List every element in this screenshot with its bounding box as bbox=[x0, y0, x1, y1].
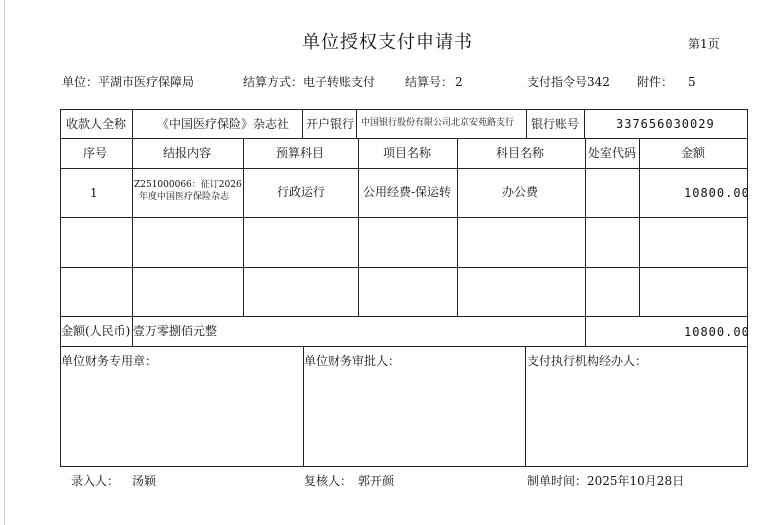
row-project: 公用经费-保运转 bbox=[363, 185, 452, 199]
table-border-right bbox=[747, 109, 748, 467]
page-number: 第1页 bbox=[688, 37, 720, 51]
payee-vline bbox=[302, 109, 303, 139]
column-vline bbox=[358, 138, 359, 317]
settle-method-value: 电子转账支付 bbox=[303, 75, 376, 89]
table-hline bbox=[60, 267, 748, 268]
column-header-dept-code: 处室代码 bbox=[588, 146, 637, 160]
column-header-amount: 金额 bbox=[681, 146, 706, 160]
payee-name-label: 收款人全称 bbox=[66, 117, 127, 131]
column-vline bbox=[132, 138, 133, 317]
settle-no-value: 2 bbox=[455, 75, 463, 89]
row-budget: 行政运行 bbox=[277, 185, 326, 199]
payee-vline bbox=[526, 109, 527, 139]
table-hline bbox=[60, 316, 748, 317]
reviewer-value: 郭开颜 bbox=[358, 474, 395, 488]
page-title: 单位授权支付申请书 bbox=[302, 32, 473, 53]
settle-no-label: 结算号： bbox=[405, 75, 454, 89]
signature-vline bbox=[525, 346, 526, 466]
payment-order-value: 342 bbox=[587, 75, 610, 89]
attachment-label: 附件： bbox=[637, 75, 674, 89]
settle-method-label: 结算方式： bbox=[243, 75, 304, 89]
payee-vline bbox=[132, 109, 133, 139]
executor-label: 支付执行机构经办人： bbox=[527, 354, 648, 368]
total-label: 金额(人民币) bbox=[61, 324, 131, 338]
date-value: 2025年10月28日 bbox=[587, 474, 685, 488]
table-hline bbox=[60, 168, 748, 169]
date-label: 制单时间： bbox=[527, 474, 588, 488]
total-in-words: 壹万零捌佰元整 bbox=[133, 324, 218, 338]
seal-label: 单位财务专用章： bbox=[61, 354, 158, 368]
column-header-project: 项目名称 bbox=[383, 146, 432, 160]
row-seq: 1 bbox=[90, 186, 98, 200]
row-amount: 10800.00 bbox=[684, 186, 750, 200]
entry-label: 录入人： bbox=[71, 474, 120, 488]
total-vline bbox=[585, 316, 586, 346]
entry-value: 汤颖 bbox=[132, 474, 157, 488]
table-border-left bbox=[60, 109, 61, 467]
column-header-budget: 预算科目 bbox=[276, 146, 325, 160]
payee-account-value: 337656030029 bbox=[616, 117, 715, 131]
table-border-bottom bbox=[60, 466, 748, 467]
payee-account-label: 银行账号 bbox=[531, 117, 580, 131]
unit-value: 平湖市医疗保障局 bbox=[98, 75, 195, 89]
page-edge bbox=[4, 0, 5, 525]
total-amount: 10800.00 bbox=[684, 325, 750, 339]
unit-label: 单位： bbox=[62, 75, 99, 89]
payee-bank-label: 开户银行 bbox=[306, 117, 355, 131]
column-vline bbox=[457, 138, 458, 317]
approver-label: 单位财务审批人： bbox=[304, 354, 401, 368]
attachment-value: 5 bbox=[688, 75, 696, 89]
column-vline bbox=[585, 138, 586, 317]
column-header-seq: 序号 bbox=[83, 146, 108, 160]
table-hline bbox=[60, 346, 748, 347]
reviewer-label: 复核人： bbox=[304, 474, 353, 488]
payee-vline bbox=[356, 109, 357, 139]
row-subject: 办公费 bbox=[502, 185, 539, 199]
column-header-content: 结报内容 bbox=[163, 146, 212, 160]
payee-name-value: 《中国医疗保险》杂志社 bbox=[157, 117, 290, 131]
row-content-line2: 年度中国医疗保险杂志 bbox=[139, 192, 230, 202]
payee-vline bbox=[584, 109, 585, 139]
table-border-top bbox=[60, 109, 748, 110]
table-hline bbox=[60, 217, 748, 218]
row-content-line1: Z251000066：征订2026 bbox=[134, 180, 242, 190]
payee-bank-value: 中国银行股份有限公司北京安苑路支行 bbox=[361, 118, 515, 128]
table-hline bbox=[60, 138, 748, 139]
column-vline bbox=[639, 138, 640, 317]
column-vline bbox=[243, 138, 244, 317]
column-header-subject: 科目名称 bbox=[496, 146, 545, 160]
payment-order-label: 支付指令号 bbox=[527, 75, 588, 89]
